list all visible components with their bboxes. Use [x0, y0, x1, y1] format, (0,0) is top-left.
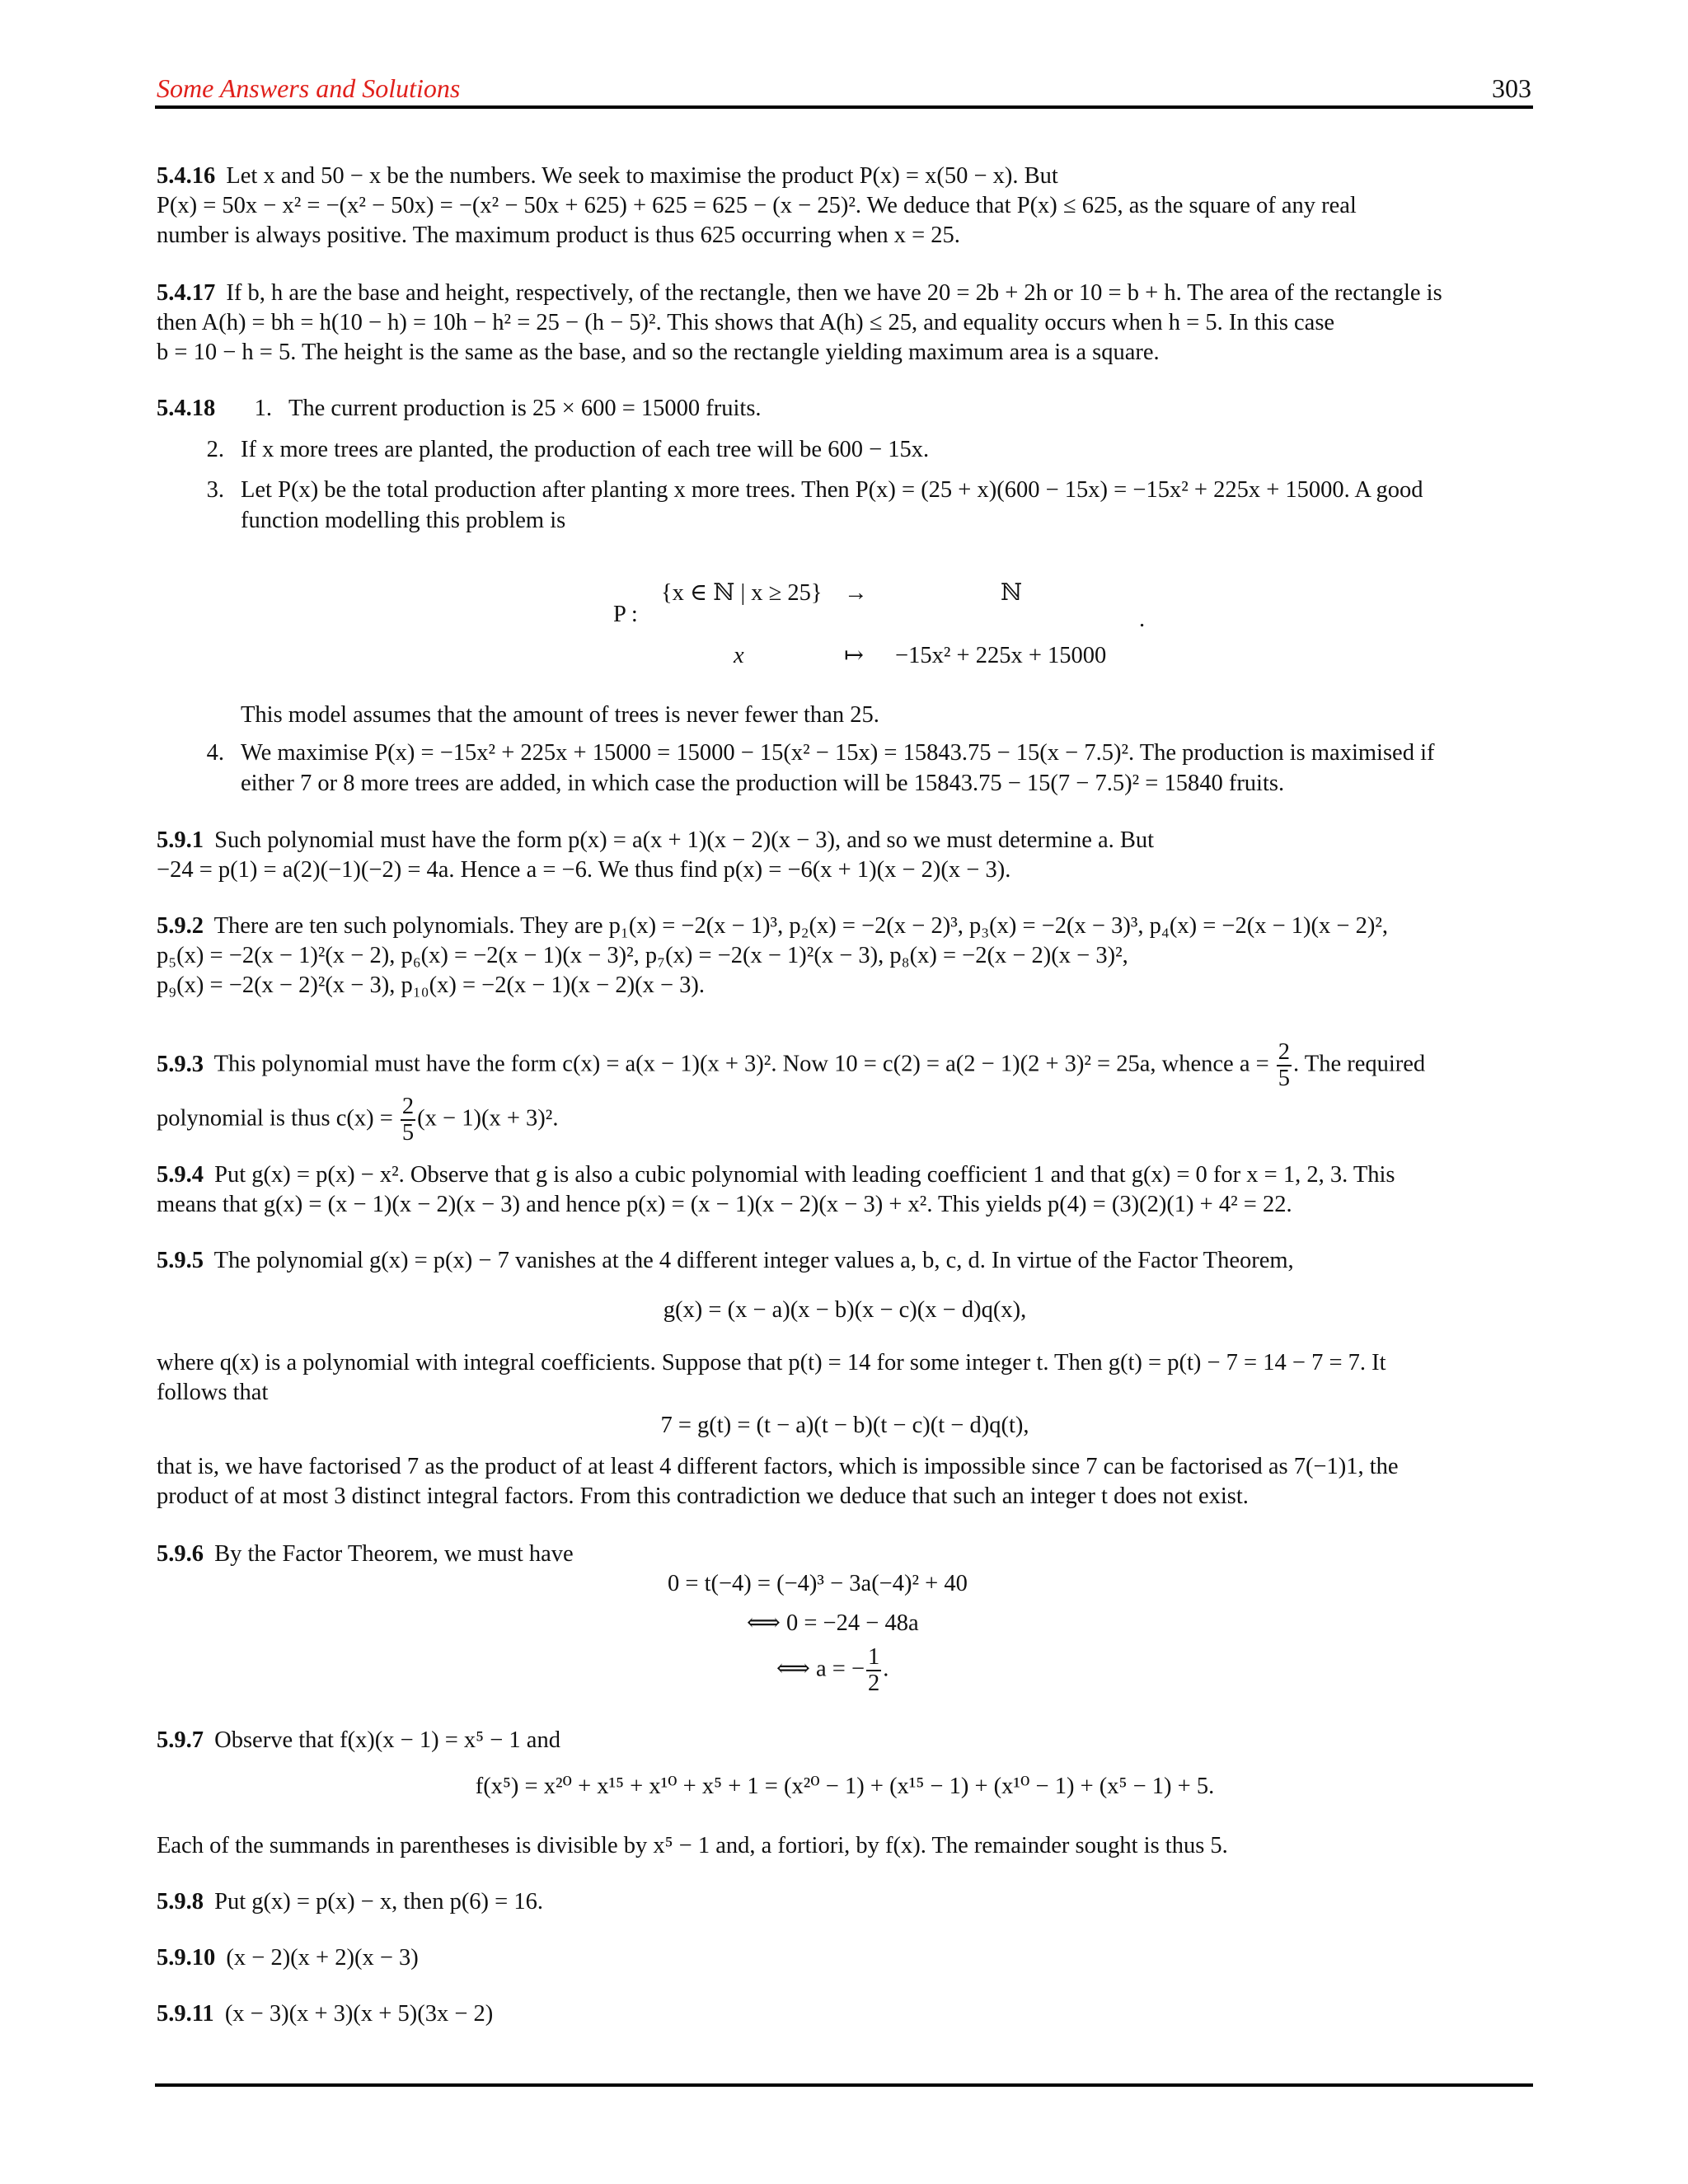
map-period: . — [1139, 607, 1146, 632]
display-equation: g(x) = (x − a)(x − b)(x − c)(x − d)q(x), — [663, 1297, 1027, 1323]
text-line: This model assumes that the amount of trees is never fewer than 25. — [241, 702, 879, 728]
text-line: either 7 or 8 more trees are added, in which case the production will be 15843.75 − 15(7 − 7.5)² = 15840 fruits. — [241, 771, 1285, 796]
solution-5-9-1 — [157, 826, 1533, 885]
display-equation: 7 = g(t) = (t − a)(t − b)(t − c)(t − d)q(t), — [660, 1413, 1029, 1438]
text-line: This polynomial must have the form c(x) = a(x − 1)(x + 3)². Now 10 = c(2) = a(2 − 1)(2 + 3)² = 25a, whence a = — [213, 1051, 1269, 1077]
solution-5-4-18 — [157, 394, 1533, 806]
text-line: (x − 2)(x + 2)(x − 3) — [226, 1945, 419, 1971]
text-line: Let P(x) be the total production after planting x more trees. Then P(x) = (25 + x)(600 − 15x) = −15x² + 225x + 15000. A good — [241, 477, 1423, 503]
text-line: function modelling this problem is — [241, 508, 566, 533]
text-line: If b, h are the base and height, respectively, of the rectangle, then we have 20 = 2b + 2h or 10 = b + h. The area of the rectangle is — [226, 280, 1442, 306]
text-line: If x more trees are planted, the production of each tree will be 600 − 15x. — [241, 437, 930, 462]
text-line: means that g(x) = (x − 1)(x − 2)(x − 3) and hence p(x) = (x − 1)(x − 2)(x − 3) + x². This yields p(4) = (3)(2)(1) + 4² = 22. — [157, 1192, 1292, 1217]
text-line: product of at most 3 distinct integral factors. From this contradiction we deduce that such an integer t does not exist. — [157, 1483, 1249, 1509]
solution-label: 5.9.3 — [157, 1051, 204, 1077]
display-equation: ⟺ 0 = −24 − 48a — [747, 1610, 919, 1636]
text-line: P(x) = 50x − x² = −(x² − 50x) = −(x² − 50x + 625) + 625 = 625 − (x − 25)². We deduce that P(x) ≤ 625, as the square of any real — [157, 193, 1357, 218]
text-line: (x − 1)(x + 3)². — [417, 1105, 559, 1132]
map-arrow: → — [844, 580, 868, 606]
solution-5-9-5 — [157, 1246, 1533, 1518]
solution-label: 5.9.1 — [157, 827, 204, 853]
running-title: Some Answers and Solutions — [157, 73, 461, 103]
item-number: 4. — [206, 740, 224, 766]
solution-5-4-17 — [157, 279, 1533, 368]
solution-5-9-8 — [157, 1887, 1533, 1917]
solution-5-9-11 — [157, 1999, 1533, 2029]
text-line: −24 = p(1) = a(2)(−1)(−2) = 4a. Hence a = −6. We thus find p(x) = −6(x + 1)(x − 2)(x − 3). — [157, 857, 1011, 883]
text-line: The current production is 25 × 600 = 15000 fruits. — [288, 396, 762, 421]
footer-rule — [155, 2083, 1533, 2087]
map-variable: x — [734, 643, 744, 668]
map-name: P : — [613, 602, 638, 627]
function-map — [157, 394, 1533, 740]
solution-5-9-2 — [157, 912, 1533, 1001]
text-line: number is always positive. The maximum product is thus 625 occurring when x = 25. — [157, 223, 960, 248]
text-line: Observe that f(x)(x − 1) = x⁵ − 1 and — [214, 1727, 560, 1753]
display-equation: f(x⁵) = x²⁰ + x¹⁵ + x¹⁰ + x⁵ + 1 = (x²⁰ − 1) + (x¹⁵ − 1) + (x¹⁰ − 1) + (x⁵ − 1) + 5. — [475, 1774, 1215, 1799]
map-rule: −15x² + 225x + 15000 — [895, 643, 1107, 668]
text-line: Put g(x) = p(x) − x, then p(6) = 16. — [214, 1889, 543, 1915]
text-line: Put g(x) = p(x) − x². Observe that g is also a cubic polynomial with leading coefficient 1 and that g(x) = 0 for x = 1, 2, 3. This — [214, 1162, 1395, 1188]
display-equation: 0 = t(−4) = (−4)³ − 3a(−4)² + 40 — [668, 1571, 968, 1596]
text-line: (x − 3)(x + 3)(x + 5)(3x − 2) — [224, 2001, 494, 2027]
text-line: b = 10 − h = 5. The height is the same as the base, and so the rectangle yielding maximum area is a square. — [157, 340, 1160, 365]
text-line: Let x and 50 − x be the numbers. We seek to maximise the product P(x) = x(50 − x). But — [226, 163, 1058, 189]
page-number: 303 — [1492, 73, 1531, 103]
text-line: The polynomial g(x) = p(x) − 7 vanishes at the 4 different integer values a, b, c, d. In virtue of the Factor Theorem, — [213, 1248, 1294, 1273]
solution-label: 5.9.5 — [157, 1248, 204, 1273]
map-domain: {x ∈ ℕ | x ≥ 25} — [661, 580, 823, 606]
text-line: p₅(x) = −2(x − 1)²(x − 2), p₆(x) = −2(x − 1)(x − 3)², p₇(x) = −2(x − 1)²(x − 3), p₈(x) = −2(x − 2)(x − 3)², — [157, 943, 1128, 968]
item-number: 3. — [206, 477, 224, 503]
page-header — [157, 70, 1531, 108]
text-line: where q(x) is a polynomial with integral coefficients. Suppose that p(t) = 14 for some integer t. Then g(t) = p(t) − 7 = 14 − 7 = 7. It — [157, 1350, 1386, 1376]
text-line: follows that — [157, 1380, 269, 1405]
solution-label: 5.9.2 — [157, 913, 204, 939]
solution-label: 5.4.17 — [157, 280, 216, 306]
solution-label: 5.4.16 — [157, 163, 216, 189]
solution-5-9-6 — [157, 1540, 1533, 1704]
map-arrow: ↦ — [844, 643, 864, 668]
text-line: p₉(x) = −2(x − 2)²(x − 3), p₁₀(x) = −2(x − 1)(x − 2)(x − 3). — [157, 972, 706, 998]
solution-5-4-16 — [157, 162, 1533, 251]
solution-label: 5.9.10 — [157, 1945, 216, 1971]
text-line: then A(h) = bh = h(10 − h) = 10h − h² = 25 − (h − 5)². This shows that A(h) ≤ 25, and equality occurs when h = 5. In this case — [157, 310, 1335, 335]
solution-label: 5.4.18 — [157, 396, 216, 421]
text-line: We maximise P(x) = −15x² + 225x + 15000 = 15000 − 15(x² − 15x) = 15843.75 − 15(x − 7.5)². The production is maximised if — [241, 740, 1435, 766]
text-line: polynomial is thus c(x) = — [157, 1105, 393, 1132]
fraction: $\frac{2}{5}$ — [401, 1094, 415, 1146]
solution-label: 5.9.7 — [157, 1727, 204, 1753]
item-number: 2. — [206, 437, 224, 462]
fraction: $\frac{2}{5}$ — [1278, 1039, 1291, 1091]
item-number: 1. — [254, 396, 272, 421]
display-equation: ⟺ a = − $\frac{1}{2}$ . — [776, 1644, 889, 1696]
text-line: By the Factor Theorem, we must have — [214, 1541, 574, 1567]
solution-label: 5.9.8 — [157, 1889, 204, 1915]
text-line: Each of the summands in parentheses is divisible by x⁵ − 1 and, a fortiori, by f(x). The remainder sought is thus 5. — [157, 1833, 1228, 1858]
text-line: There are ten such polynomials. They are p₁(x) = −2(x − 1)³, p₂(x) = −2(x − 2)³, p₃(x) = −2(x − 3)³, p₄(x) = −2(x − 1)(x − 2)², — [213, 913, 1388, 939]
solution-label: 5.9.11 — [157, 2001, 214, 2027]
header-rule — [155, 105, 1533, 109]
solution-5-9-3 — [157, 1029, 1533, 1146]
solution-label: 5.9.6 — [157, 1541, 204, 1567]
text-line: that is, we have factorised 7 as the product of at least 4 different factors, which is impossible since 7 can be factorised as 7(−1)1, the — [157, 1454, 1399, 1479]
map-codomain: ℕ — [1001, 580, 1023, 606]
solution-label: 5.9.4 — [157, 1162, 204, 1188]
solution-5-9-4 — [157, 1160, 1533, 1220]
solution-5-9-7 — [157, 1726, 1533, 1858]
text-line: . The required — [1293, 1051, 1426, 1077]
solution-5-9-10 — [157, 1943, 1533, 1973]
text-line: Such polynomial must have the form p(x) = a(x + 1)(x − 2)(x − 3), and so we must determine a. But — [214, 827, 1155, 853]
